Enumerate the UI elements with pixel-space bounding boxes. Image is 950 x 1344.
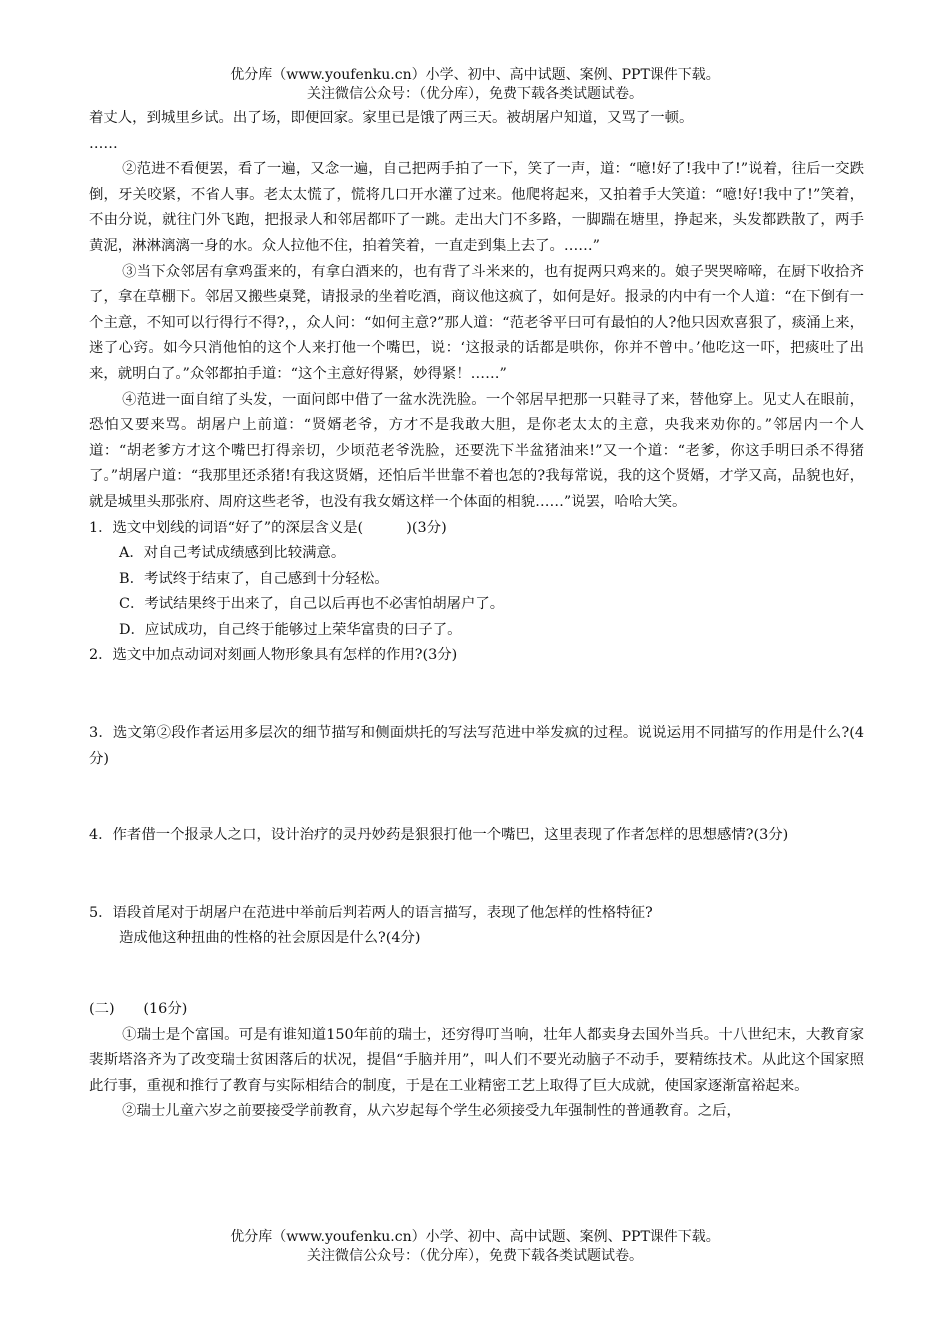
document-body (89, 106, 864, 1125)
question-1-option-b: B．考试终于结束了，自己感到十分轻松。 (119, 570, 389, 587)
section-2-heading: (二) (16分) (89, 1001, 188, 1018)
page-header (0, 66, 950, 104)
question-1-option-d: D．应试成功，自己终于能够过上荣华富贵的曰子了。 (119, 621, 462, 638)
question-1-option-a: A．对自己考试成绩感到比较满意。 (119, 545, 346, 562)
question-2: 2．选文中加点动词对刻画人物形象具有怎样的作用?(3分) (89, 647, 458, 664)
question-3: 3．选文第②段作者运用多层次的细节描写和侧面烘托的写法写范进中举发疯的过程。说说运用不同描写的作用是什么?(4分) (89, 725, 864, 767)
answer-space-3 (89, 772, 864, 823)
question-5-part-2: 造成他这种扭曲的性格的社会原因是什么?(4分) (119, 930, 421, 947)
passage1-paragraph-2: ②范进不看便罢，看了一遍，又念一遍，自己把两手拍了一下，笑了一声，道：“噫!好了!我中了!”说着，往后一交跌倒，牙关咬紧，不省人事。老太太慌了，慌将几口开水灌了过来。他爬将起来，又拍着手大笑道：“噫!好!我中了!”笑着，不由分说，就往门外飞跑，把报录人和邻居都吓了一跳。走出大门不多路，一脚踹在塘里，挣起来，头发都跌散了，两手黄泥，淋淋漓漓一身的水。众人拉他不住，拍着笑着，一直走到集上去了。……” (89, 161, 864, 254)
question-5: 5．语段首尾对于胡屠户在范进中举前后判若两人的语言描写，表现了他怎样的性格特征? (89, 904, 653, 921)
passage2-paragraph-1: ①瑞士是个富国。可是有谁知道150年前的瑞士，还穷得叮当响，壮年人都卖身去国外当兵。十八世纪末，大教育家裴斯塔洛齐为了改变瑞士贫困落后的状况，提倡“手脑并用”，叫人们不要光动脑子不动手，要精练技术。从此这个国家照此行事，重视和推行了教育与实际相结合的制度，于是在工业精密工艺上取得了巨大成就，使国家逐渐富裕起来。 (89, 1026, 864, 1094)
passage2-paragraph-2: ②瑞士儿童六岁之前要接受学前教育，从六岁起每个学生必须接受九年强制性的普通教育。之后， (122, 1103, 741, 1120)
passage1-paragraph-0: 着丈人，到城里乡试。出了场，即便回家。家里已是饿了两三天。被胡屠户知道，又骂了一顿。 (89, 110, 694, 126)
question-4: 4．作者借一个报录人之口，设计治疗的灵丹妙药是狠狠打他一个嘴巴，这里表现了作者怎样的思想感情?(3分) (89, 827, 789, 844)
question-1-option-c: C．考试结果终于出来了，自己以后再也不必害怕胡屠户了。 (119, 596, 505, 613)
passage1-paragraph-4: ④范进一面自绾了头发，一面问郎中借了一盆水洗洗脸。一个邻居早把那一只鞋寻了来，替他穿上。见丈人在眼前，恐怕又要来骂。胡屠户上前道：“贤婿老爷，方才不是我敢大胆，是你老太太的主意，央我来劝你的。”邻居内一个人道：“胡老爹方才这个嘴巴打得亲切，少顷范老爷洗脸，还要洗下半盆猪油来!”又一个道：“老爹，你这手明曰杀不得猪了。”胡屠户道：“我那里还杀猪!有我这贤婿，还怕后半世靠不着也怎的?我每常说，我的这个贤婿，才学又高，品貌也好，就是城里头那张府、周府这些老爷，也没有我女婿这样一个体面的相貌……”说罢，哈哈大笑。 (89, 391, 864, 510)
page-footer (0, 1228, 950, 1266)
footer-line-2: 关注微信公众号：（优分库），免费下载各类试题试卷。 (307, 1248, 643, 1264)
answer-space-2 (89, 669, 864, 721)
question-1: 1．选文中划线的词语“好了”的深层含义是( )(3分) (89, 519, 447, 536)
answer-space-5 (89, 952, 864, 997)
header-line-2: 关注微信公众号：（优分库），免费下载各类试题试卷。 (307, 86, 643, 102)
footer-line-1: 优分库（www.youfenku.cn）小学、初中、高中试题、案例、PPT课件下载。 (230, 1229, 720, 1245)
answer-space-4 (89, 849, 864, 901)
passage1-paragraph-3: ③当下众邻居有拿鸡蛋来的，有拿白酒来的，也有背了斗米来的，也有捉两只鸡来的。娘子哭哭啼啼，在厨下收拾齐了，拿在草棚下。邻居又搬些桌凳，请报录的坐着吃酒，商议他这疯了，如何是好。报录的内中有一个人道：“在下倒有一个主意，不知可以行得行不得?，，众人问：“如何主意?”那人道：“范老爷平曰可有最怕的人?他只因欢喜狠了，痰涌上来，迷了心窍。如今只消他怕的这个人来打他一个嘴巴，说：‘这报录的话都是哄你，你并不曾中。’他吃这一吓，把痰吐了出来，就明白了。”众邻都拍手道：“这个主意好得紧，妙得紧！……” (89, 263, 864, 382)
passage1-ellipsis: …… (89, 135, 118, 152)
header-line-1: 优分库（www.youfenku.cn）小学、初中、高中试题、案例、PPT课件下载。 (230, 67, 720, 83)
